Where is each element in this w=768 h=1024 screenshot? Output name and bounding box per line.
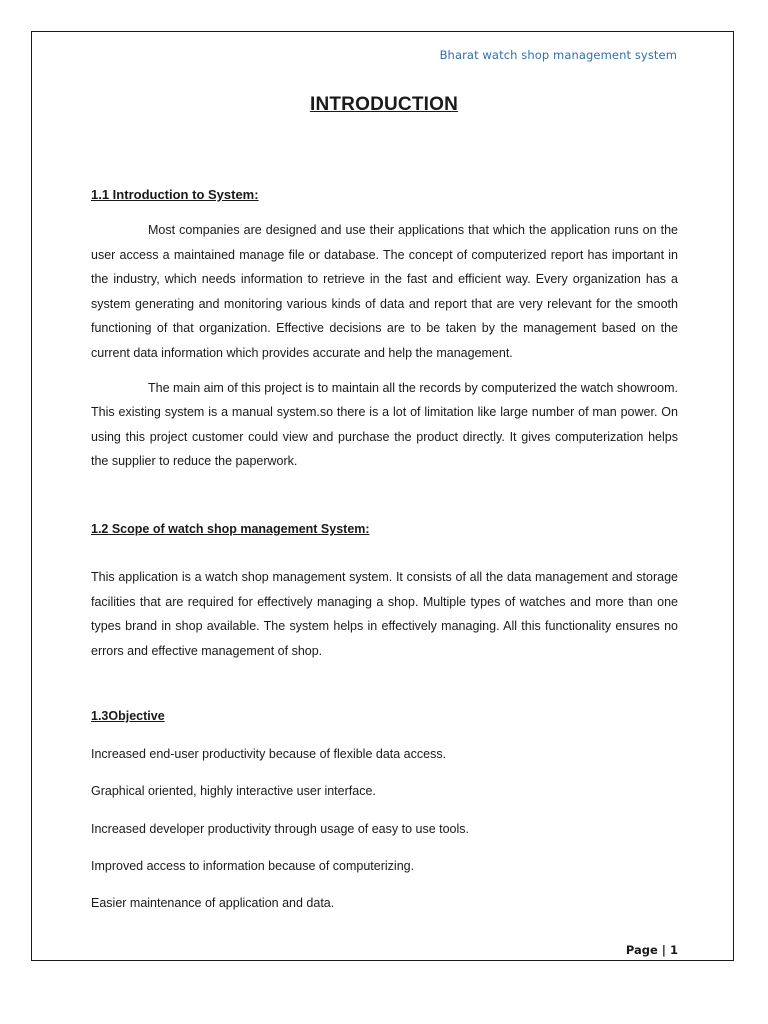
running-header: Bharat watch shop management system <box>439 48 677 62</box>
objective-item: Increased end-user productivity because of flexible data access. <box>91 747 447 761</box>
section-heading-1-2: 1.2 Scope of watch shop management System: <box>91 522 370 536</box>
objective-item: Improved access to information because of computerizing. <box>91 859 415 873</box>
objective-list <box>91 747 678 917</box>
section-introduction-to-system <box>91 187 678 202</box>
objective-item: Easier maintenance of application and data. <box>91 896 335 910</box>
page-title: INTRODUCTION <box>309 94 459 115</box>
section-objective <box>91 709 678 723</box>
objective-item: Graphical oriented, highly interactive user interface. <box>91 784 376 798</box>
section-1-1-body <box>91 218 678 474</box>
section-heading-1-3: 1.3Objective <box>91 709 165 723</box>
section-heading-1-1: 1.1 Introduction to System: <box>91 187 259 202</box>
paragraph-1-1-b: The main aim of this project is to maintain all the records by computerized the watch showroom. This existing system is a manual system.so there is a lot of limitation like large number of man power. On using this project customer could view and purchase the product directly. It gives computerization helps the supplier to reduce the paperwork. <box>91 380 678 469</box>
section-1-2-body <box>91 565 678 663</box>
page-number: Page | 1 <box>625 943 678 957</box>
paragraph-1-1-a: Most companies are designed and use their applications that which the application runs on the user access a maintained manage file or database. The concept of computerized report has important in the industry, which needs information to retrieve in the fast and efficient way. Every organization has a system generating and monitoring various kinds of data and report that are very relevant for the smooth functioning of that organization. Effective decisions are to be taken by the management based on the current data information which provides accurate and help the management. <box>91 223 678 360</box>
paragraph-1-2: This application is a watch shop management system. It consists of all the data management and storage facilities that are required for effectively managing a shop. Multiple types of watches and more than one types brand in shop available. The system helps in effectively managing. All this functionality ensures no errors and effective management of shop. <box>91 570 678 658</box>
section-scope <box>91 522 678 536</box>
objective-item: Increased developer productivity through usage of easy to use tools. <box>91 822 470 836</box>
